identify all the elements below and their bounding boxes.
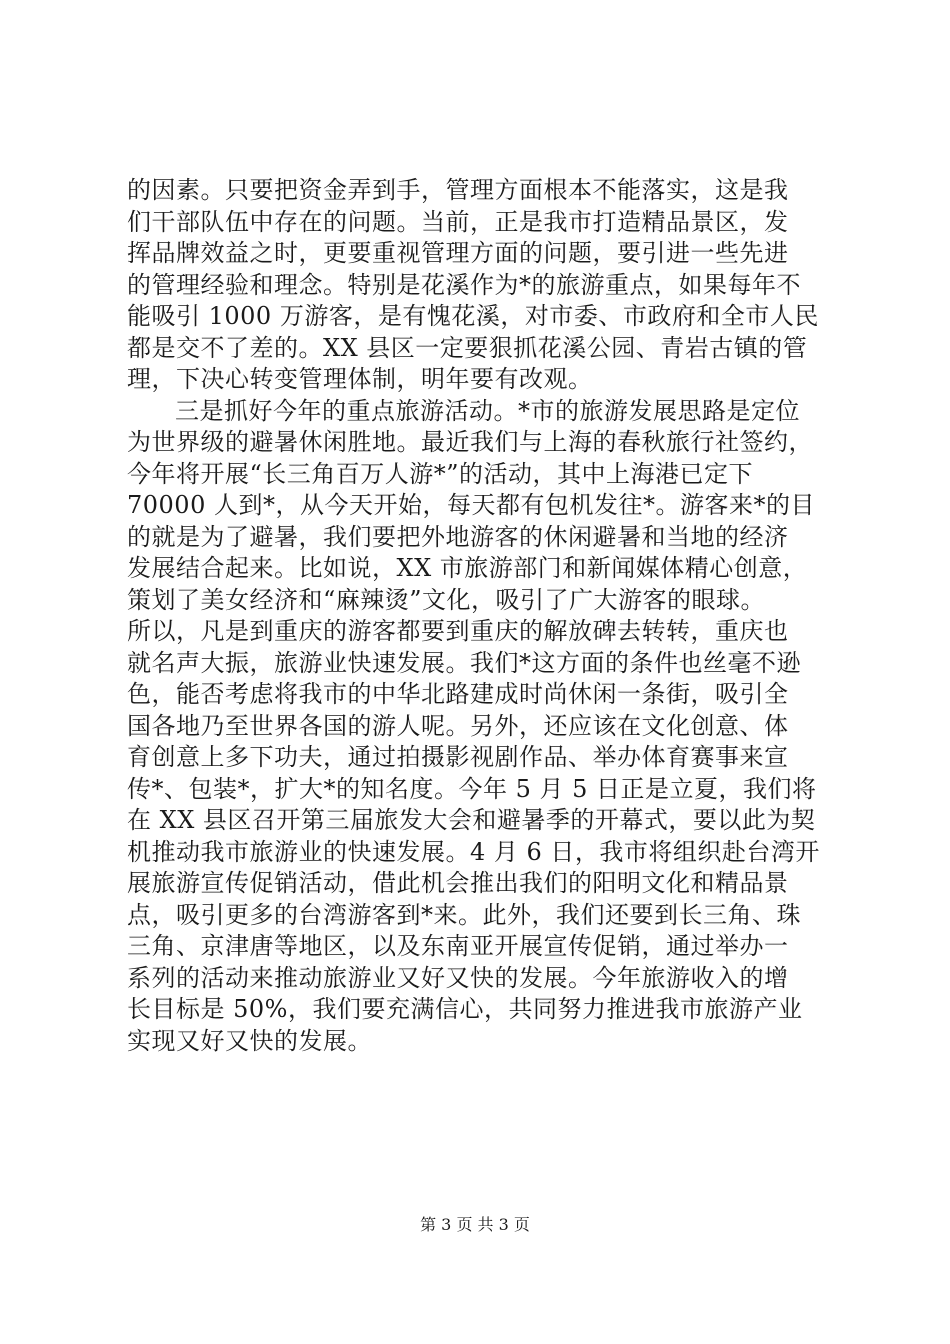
text-line: 策划了美女经济和“麻辣烫”文化，吸引了广大游客的眼球。 [127, 585, 766, 614]
text-line: 70000 人到*，从今天开始，每天都有包机发往*。游客来*的目 [127, 491, 815, 519]
text-line: 三角、京津唐等地区，以及东南亚开展宣传促销，通过举办一 [127, 932, 789, 960]
page-number: 第 3 页 共 3 页 [420, 1215, 530, 1234]
page-footer [0, 1215, 950, 1235]
text-line: 都是交不了差的。XX 县区一定要狠抓花溪公园、青岩古镇的管 [127, 333, 808, 362]
text-line: 的因素。只要把资金弄到手，管理方面根本不能落实，这是我 [127, 176, 789, 204]
text-line: 展旅游宣传促销活动，借此机会推出我们的阳明文化和精品景 [127, 869, 789, 897]
text-line: 育创意上多下功夫，通过拍摄影视剧作品、举办体育赛事来宣 [127, 743, 789, 771]
text-line: 能吸引 1000 万游客，是有愧花溪，对市委、市政府和全市人民 [127, 302, 819, 330]
text-line: 发展结合起来。比如说，XX 市旅游部门和新闻媒体精心创意， [127, 554, 808, 582]
text-line: 在 XX 县区召开第三届旅发大会和避暑季的开幕式，要以此为契 [127, 806, 816, 834]
text-line: 实现又好又快的发展。 [127, 1026, 372, 1055]
text-line: 的就是为了避暑，我们要把外地游客的休闲避暑和当地的经济 [127, 522, 789, 551]
text-line: 传*、包装*，扩大*的知名度。今年 5 月 5 日正是立夏，我们将 [127, 774, 817, 803]
text-line: 色，能否考虑将我市的中华北路建成时尚休闲一条街，吸引全 [127, 680, 789, 708]
text-line: 今年将开展“长三角百万人游*”的活动，其中上海港已定下 [127, 459, 754, 488]
text-line: 为世界级的避暑休闲胜地。最近我们与上海的春秋旅行社签约， [127, 428, 813, 456]
text-line: 机推动我市旅游业的快速发展。4 月 6 日，我市将组织赴台湾开 [127, 837, 820, 866]
text-line: 所以，凡是到重庆的游客都要到重庆的解放碑去转转，重庆也 [127, 617, 789, 645]
paragraph-1 [127, 175, 827, 396]
text-line: 理，下决心转变管理体制，明年要有改观。 [127, 365, 593, 393]
text-line: 国各地乃至世界各国的游人呢。另外，还应该在文化创意、体 [127, 711, 789, 740]
text-line: 们干部队伍中存在的问题。当前，正是我市打造精品景区，发 [127, 207, 789, 236]
paragraph-2 [127, 396, 827, 1058]
text-line: 长目标是 50%，我们要充满信心，共同努力推进我市旅游产业 [127, 995, 803, 1023]
document-body [127, 175, 827, 1057]
text-line: 三是抓好今年的重点旅游活动。*市的旅游发展思路是定位 [175, 396, 800, 425]
text-line: 点，吸引更多的台湾游客到*来。此外，我们还要到长三角、珠 [127, 900, 801, 929]
text-line: 就名声大振，旅游业快速发展。我们*这方面的条件也丝毫不逊 [127, 648, 801, 677]
text-line: 的管理经验和理念。特别是花溪作为*的旅游重点，如果每年不 [127, 270, 801, 299]
text-line: 挥品牌效益之时，更要重视管理方面的问题，要引进一些先进 [127, 239, 789, 267]
text-line: 系列的活动来推动旅游业又好又快的发展。今年旅游收入的增 [127, 963, 789, 992]
